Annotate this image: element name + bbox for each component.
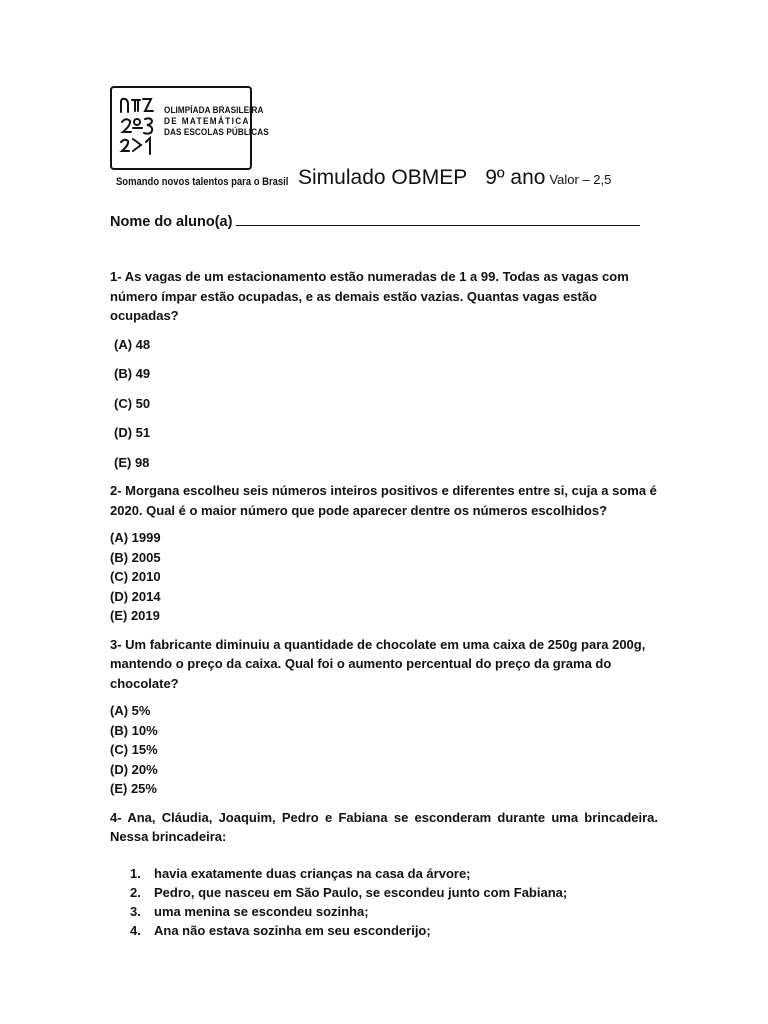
question-4 (110, 808, 658, 940)
question-2-option-e[interactable]: (E) 2019 (110, 608, 160, 623)
question-3-option-b[interactable]: (B) 10% (110, 722, 158, 738)
logo-slogan: Somando novos talentos para o Brasil (116, 176, 289, 188)
condition-2-text: Pedro, que nasceu em São Paulo, se escondeu junto com Fabiana; (154, 884, 568, 900)
question-2 (110, 481, 658, 626)
question-1-option-a[interactable]: (A) 48 (114, 336, 151, 352)
student-name-label: Nome do aluno(a) (110, 214, 233, 230)
condition-item: 4. Ana não estava sozinha em seu esconderijo; (130, 922, 431, 938)
question-2-option-c[interactable]: (C) 2010 (110, 569, 161, 584)
question-2-options (110, 528, 658, 626)
page-title (298, 166, 611, 190)
logo-line-2: DE MATEMÁTICA (164, 116, 250, 127)
logo-text (164, 105, 269, 138)
question-2-option-a[interactable]: (A) 1999 (110, 530, 161, 545)
question-1-text: 1- As vagas de um estacionamento estão numeradas de 1 a 99. Todas as vagas com número ímpar estão ocupadas, e as demais estão vazias. Quantas vagas estão ocupadas? (110, 269, 629, 323)
question-1 (110, 267, 658, 472)
question-1-option-c[interactable]: (C) 50 (114, 395, 151, 411)
question-3-option-c[interactable]: (C) 15% (110, 742, 158, 757)
question-2-option-b[interactable]: (B) 2005 (110, 549, 161, 565)
condition-item: 2. Pedro, que nasceu em São Paulo, se escondeu junto com Fabiana; (130, 884, 568, 900)
student-name-underline[interactable] (236, 210, 640, 226)
question-3-option-e[interactable]: (E) 25% (110, 781, 157, 796)
question-3-option-d[interactable]: (D) 20% (110, 761, 158, 777)
questions (110, 267, 658, 940)
question-1-option-b[interactable]: (B) 49 (114, 366, 151, 381)
logo-line-3: DAS ESCOLAS PÚBLICAS (164, 127, 269, 138)
question-1-option-d[interactable]: (D) 51 (114, 425, 151, 440)
question-3 (110, 635, 658, 799)
question-3-option-a[interactable]: (A) 5% (110, 703, 151, 718)
condition-1-text: havia exatamente duas crianças na casa da árvore; (154, 865, 471, 881)
question-1-option-e[interactable]: (E) 98 (114, 454, 150, 470)
question-3-options (110, 701, 658, 799)
question-2-text: 2- Morgana escolheu seis números inteiros positivos e diferentes entre si, cuja a soma é 2020. Qual é o maior número que pode aparecer dentre os números escolhidos? (110, 483, 657, 518)
exam-title: Simulado OBMEP (298, 166, 468, 189)
question-4-text: 4- Ana, Cláudia, Joaquim, Pedro e Fabiana se esconderam durante uma brincadeira. Nessa brincadeira: (110, 809, 658, 844)
obmep-logo (110, 86, 269, 170)
question-2-option-d[interactable]: (D) 2014 (110, 588, 161, 604)
student-name-field[interactable] (110, 210, 640, 230)
condition-4-text: Ana não estava sozinha em seu esconderijo; (154, 922, 431, 938)
condition-item: 1. havia exatamente duas crianças na casa da árvore; (130, 865, 471, 881)
obmep-logo-mark (118, 94, 158, 164)
exam-grade: 9º ano (485, 166, 546, 189)
question-4-conditions (110, 864, 658, 940)
condition-item: 3. uma menina se escondeu sozinha; (130, 903, 369, 919)
logo-line-1: OLIMPÍADA BRASILEIRA (164, 105, 264, 116)
condition-3-text: uma menina se escondeu sozinha; (154, 903, 369, 919)
exam-value: Valor – 2,5 (549, 172, 612, 187)
question-3-text: 3- Um fabricante diminuiu a quantidade de chocolate em uma caixa de 250g para 200g, mantendo o preço da caixa. Qual foi o aumento percentual do preço da grama do chocolate? (110, 636, 646, 691)
